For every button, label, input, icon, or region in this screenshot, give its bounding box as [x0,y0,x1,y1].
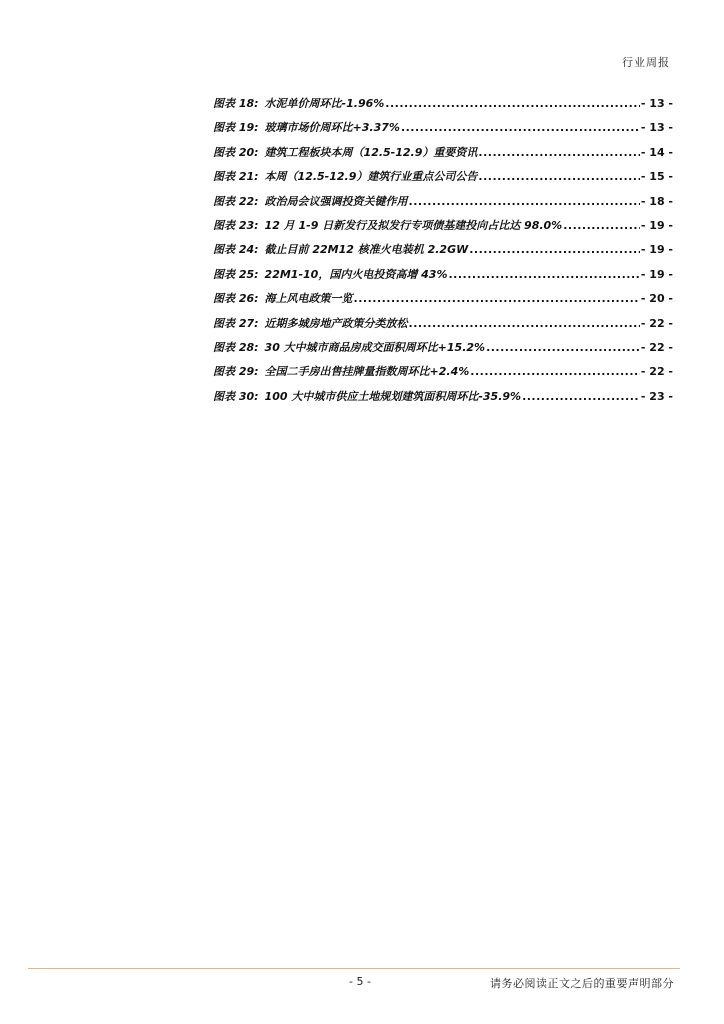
toc-leader-dots [486,341,640,354]
toc-figure-label: 图表 21 [213,170,255,184]
toc-page-number: - 13 - [640,121,673,135]
toc-entry-figure-20[interactable] [213,144,673,168]
toc-separator: : [254,340,259,354]
toc-page-number: - 13 - [640,97,673,110]
toc-figure-label: 图表 26 [213,292,255,306]
toc-page-number: - 19 - [640,218,673,232]
toc-page-number: - 19 - [640,243,673,257]
toc-separator: : [254,316,259,330]
footer-disclaimer: 请务必阅读正文之后的重要声明部分 [490,977,674,990]
figure-table-of-contents [213,95,673,412]
toc-entry-figure-19[interactable] [213,119,673,143]
toc-page-number: - 20 - [640,292,673,306]
toc-figure-label: 图表 18 [213,97,255,110]
toc-figure-label: 图表 22 [213,194,255,208]
toc-figure-label: 图表 27 [213,316,255,330]
toc-entry-figure-30[interactable] [213,388,673,412]
toc-figure-title: 近期多城房地产政策分类放松 [264,316,408,330]
toc-separator: : [254,170,259,184]
document-type-label: 行业周报 [622,56,670,69]
toc-separator: : [254,243,259,257]
toc-figure-title: 截止目前 22M12 核准火电装机 2.2GW [264,243,469,257]
toc-entry-figure-24[interactable] [213,241,673,265]
toc-separator: : [254,121,259,135]
toc-page-number: - 22 - [640,340,673,354]
toc-leader-dots [470,365,640,378]
toc-page-number: - 14 - [640,145,673,159]
toc-figure-title: 建筑工程板块本周（12.5-12.9）重要资讯 [264,145,478,159]
toc-entry-figure-23[interactable] [213,217,673,241]
toc-figure-title: 本周（12.5-12.9）建筑行业重点公司公告 [264,170,478,184]
toc-leader-dots [409,317,640,330]
toc-entry-figure-27[interactable] [213,315,673,339]
toc-figure-label: 图表 25 [213,267,255,281]
toc-figure-title: 海上风电政策一览 [264,292,353,306]
toc-separator: : [254,365,259,379]
toc-entry-figure-22[interactable] [213,193,673,217]
toc-page-number: - 22 - [640,316,673,330]
toc-leader-dots [409,195,640,208]
toc-separator: : [254,267,259,281]
toc-figure-label: 图表 19 [213,121,255,135]
toc-figure-title: 政治局会议强调投资关键作用 [264,194,408,208]
toc-entry-figure-28[interactable] [213,339,673,363]
toc-leader-dots [385,97,640,110]
toc-leader-dots [469,243,640,256]
toc-leader-dots [449,268,640,281]
toc-separator: : [254,194,259,208]
toc-figure-label: 图表 29 [213,365,255,379]
toc-figure-title: 30 大中城市商品房成交面积周环比+15.2% [264,340,486,354]
toc-leader-dots [401,121,640,134]
toc-page-number: - 18 - [640,194,673,208]
toc-figure-label: 图表 28 [213,340,255,354]
toc-page-number: - 23 - [640,389,673,403]
toc-figure-title: 100 大中城市供应土地规划建筑面积周环比-35.9% [264,389,522,403]
footer-divider [28,968,680,969]
toc-figure-title: 玻璃市场价周环比+3.37% [264,121,400,135]
toc-separator: : [254,97,259,110]
toc-leader-dots [563,219,640,232]
toc-figure-title: 水泥单价周环比-1.96% [264,97,385,110]
toc-separator: : [254,218,259,232]
footer-page-number: - 5 - [349,975,371,988]
toc-figure-label: 图表 24 [213,243,255,257]
toc-figure-title: 全国二手房出售挂牌量指数周环比+2.4% [264,365,470,379]
toc-entry-figure-26[interactable] [213,290,673,314]
toc-entry-figure-21[interactable] [213,168,673,192]
toc-figure-label: 图表 30 [213,389,255,403]
toc-entry-figure-25[interactable] [213,266,673,290]
toc-separator: : [254,292,259,306]
toc-figure-title: 22M1-10，国内火电投资高增 43% [264,267,448,281]
toc-entry-figure-18[interactable] [213,95,673,119]
toc-entry-figure-29[interactable] [213,363,673,387]
toc-separator: : [254,389,259,403]
toc-leader-dots [354,292,640,305]
toc-figure-label: 图表 23 [213,218,255,232]
toc-leader-dots [478,170,639,183]
toc-page-number: - 19 - [640,267,673,281]
toc-page-number: - 22 - [640,365,673,379]
toc-page-number: - 15 - [640,170,673,184]
toc-figure-title: 12 月 1-9 日新发行及拟发行专项债基建投向占比达 98.0% [264,218,563,232]
toc-leader-dots [522,390,640,403]
toc-figure-label: 图表 20 [213,145,255,159]
toc-leader-dots [478,146,639,159]
toc-separator: : [254,145,259,159]
